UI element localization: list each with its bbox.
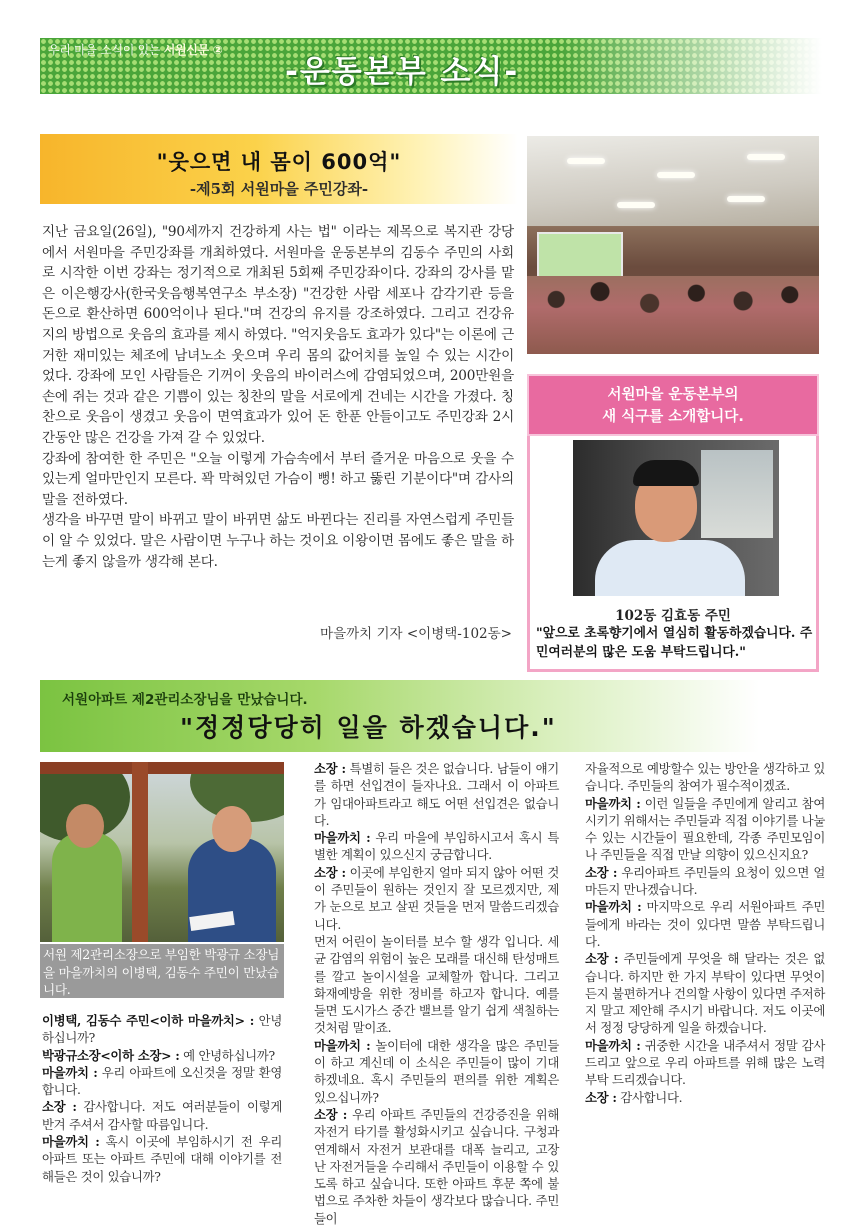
speaker-label: 마을까치 : <box>585 1037 641 1053</box>
photo-light <box>617 202 655 208</box>
speech-text: 예 안녕하십니까? <box>179 1047 275 1063</box>
speech-text: 우리 아파트 주민들의 건강증진을 위해 자전거 타기를 활성화시키고 싶습니다. 구청과 연계해서 자전거 보관대를 대폭 늘리고, 고장 난 자전거들을 수리해서 주민들이 이용할 수 있도록 하고 싶습니다. 또한 아파트 후문 쪽에 불법으로 주차한 차들이 생각보다 많습니다. 주민들이 <box>314 1106 559 1226</box>
speaker-label: 소장 : <box>314 864 346 880</box>
speaker-label: 이병택, 김동수 주민<이하 마을까치> : <box>42 1013 254 1028</box>
interview-line <box>42 1012 282 1047</box>
speaker-label: 소장 : <box>314 1106 348 1122</box>
article1-title: "웃으면 내 몸이 600억" <box>156 150 402 174</box>
speaker-label: 소장 : <box>314 761 346 776</box>
interview-photo <box>40 762 284 942</box>
speaker-label: 박광규소장<이하 소장> : <box>42 1047 180 1063</box>
banner-tagline: 우리 마을 소식이 있는 <box>48 43 161 57</box>
pavilion-pillar <box>132 762 148 942</box>
speech-text: 이곳에 부임한지 얼마 되지 않아 어떤 것이 주민들이 원하는 것인지 잘 모르겠지만, 제가 눈으로 보고 살핀 것들을 먼저 말씀드리겠습니다. <box>314 864 559 932</box>
audience <box>527 276 819 354</box>
interview-line <box>585 795 825 864</box>
interview-photo-caption: 서원 제2관리소장으로 부임한 박광규 소장님을 마을까치의 이병택, 김동수 주민이 만났습니다. <box>40 944 284 998</box>
speech-text: 우리 마을에 부임하시고서 혹시 특별한 계획이 있으신지 궁금합니다. <box>314 830 559 863</box>
article1-paragraph: 지난 금요일(26일), "90세까지 건강하게 사는 법" 이라는 제목으로 복지관 강당에서 서원마을 주민강좌를 개최하였다. 서원마을 운동본부의 김동수 주민의 사회로 시작한 이번 강좌는 정기적으로 개최된 5회째 주민강좌이다. 강좌의 강사를 맡은 이은행강사(한국웃음행복연구소 부소장) "건강한 사람 세포나 감각기관 등을 돈으로 환산하면 600억이나 된다."며 건강의 유지를 강조하였다. 그리고 건강유지의 방법으로 웃음의 효과를 제시 하였다. "억지웃음도 효과가 있다"는 이론에 근거한 재미있는 체조에 남녀노소 웃으며 우리 몸의 값어치를 높일 수 있는 시간이었다. 강좌에 모인 사람들은 기꺼이 웃음의 바이러스에 감염되었으며, 200만원을 손에 쥐는 것과 같은 기쁨이 있는 칭찬의 말을 서로에게 건네는 시간을 가졌다. 칭찬으로 웃음이 생겼고 웃음이 면역효과가 있어 돈 한푼 안들이고도 주민강좌 2시간동안 많은 건강을 가져 갈 수 있었다. <box>42 224 514 446</box>
photo-hair <box>633 460 699 486</box>
newcomer-name: 102동 김효동 주민 <box>615 608 731 624</box>
speech-text: 먼저 어린이 놀이터를 보수 할 생각 입니다. 세균 감염의 위험이 높은 모래를 대신해 탄성매트를 깔고 놀이시설을 교체할까 합니다. 그리고 화재예방을 위한 정비를 하고자 합니다. 예를 들면 도시가스 중간 밸브를 알기 쉽게 색칠하는 것처럼 말이죠. <box>314 933 559 1036</box>
speech-text: 주민들에게 무엇을 해 달라는 것은 없습니다. 하지만 한 가지 부탁이 있다면 무엇이든지 불편하거나 건의할 사항이 있다면 주저하지 말고 제안해 주시기 바랍니다. 저도 이곳에서 정정 당당하게 일을 하겠습니다. <box>585 951 825 1036</box>
newcomer-header-line2: 새 식구를 소개합니다. <box>602 409 744 425</box>
speaker-label: 소장 : <box>585 951 619 967</box>
speaker-label: 마을까치 : <box>42 1134 100 1150</box>
photo-head-right <box>212 806 252 852</box>
speech-text: 놀이터에 대한 생각을 많은 주민들이 하고 계신데 이 소식은 주민들이 많이 기대하겠네요. 혹시 주민들의 편의를 위한 계획은 있으십니까? <box>314 1037 559 1105</box>
photo-light <box>747 154 785 160</box>
article2-title: "정정당당히 일을 하겠습니다." <box>180 713 557 742</box>
interview-line <box>585 1089 825 1106</box>
interview-line <box>42 1047 282 1064</box>
interview-line <box>314 829 559 864</box>
interview-line <box>585 760 825 795</box>
photo-light <box>567 158 605 164</box>
speech-text: 이런 일들을 주민에게 알리고 참여시키기 위해서는 주민들과 직접 이야기를 나눌 수 있는 시간들이 필요한데, 각종 주민모임이나 주민들을 직접 만날 의향이 있으신지요? <box>585 795 825 863</box>
speaker-label: 마을까치 : <box>314 1037 371 1053</box>
interview-column-3 <box>585 760 825 1106</box>
article1-body <box>42 222 514 572</box>
speech-text: 특별히 들은 것은 없습니다. 남들이 얘기를 하면 선입견이 들자나요. 그래서 이 아파트가 임대아파트라고 해도 어떤 선입견은 없습니다. <box>314 761 559 828</box>
speaker-label: 소장 : <box>585 1089 617 1105</box>
speaker-label: 마을까치 : <box>42 1064 98 1080</box>
speaker-label: 마을까치 : <box>314 830 371 846</box>
speaker-label: 마을까치 : <box>585 899 642 915</box>
photo-head-left <box>66 804 104 848</box>
interview-line <box>585 1037 825 1089</box>
interview-line <box>314 864 559 933</box>
header-banner <box>40 38 822 94</box>
page-title: -운동본부 소식- <box>285 54 520 90</box>
speech-text: 마지막으로 우리 서원아파트 주민들에게 바라는 것이 있다면 말씀 부탁드립니다. <box>585 899 825 949</box>
article1-paragraph: 생각을 바꾸면 말이 바뀌고 말이 바뀌면 삶도 바뀐다는 진리를 자연스럽게 주민들이 알 수 있었다. 말은 사람이면 누구나 하는 것이요 이왕이면 몸에도 좋은 말을 하는게 좋지 않을까 생각해 본다. <box>42 512 514 570</box>
photo-person-left <box>52 832 122 942</box>
interview-column-1 <box>42 1012 282 1185</box>
article1-byline: 마을까치 기자 <이병택-102동> <box>320 626 512 642</box>
speech-text: 우리 아파트에 오신것을 정말 환영합니다. <box>42 1064 282 1098</box>
speaker-label: 소장 : <box>42 1099 77 1115</box>
newcomer-header <box>527 374 819 436</box>
speaker-label: 소장 : <box>585 864 618 880</box>
interview-line <box>314 1037 559 1106</box>
speaker-label: 마을까치 : <box>585 795 641 811</box>
interview-line <box>585 864 825 899</box>
banner-fade <box>560 38 822 94</box>
interview-line <box>314 933 559 1037</box>
interview-line <box>42 1133 282 1185</box>
article1-paragraph: 강좌에 참여한 한 주민은 "오늘 이렇게 가슴속에서 부터 즐거운 마음으로 웃을 수 있는게 얼마만인지 모른다. 꽉 막혀있던 가슴이 뻥! 하고 뚫린 기분이다"며 감사의 말을 전하였다. <box>42 450 514 508</box>
photo-ceiling <box>527 136 819 226</box>
speech-text: 귀중한 시간을 내주셔서 정말 감사드리고 앞으로 우리 아파트를 위해 많은 노력 부탁 드리겠습니다. <box>585 1037 825 1088</box>
pavilion-beam <box>40 762 284 774</box>
lecture-photo <box>527 136 819 354</box>
newcomer-quote: "앞으로 초록향기에서 열심히 활동하겠습니다. 주민여러분의 많은 도움 부탁드립니다." <box>536 626 813 660</box>
interview-line <box>314 760 559 829</box>
paper-name: 서원신문 ② <box>163 43 223 57</box>
speech-text: 감사합니다. 저도 여러분들이 이렇게 반겨 주셔서 감사할 따름입니다. <box>42 1099 282 1132</box>
interview-line <box>314 1106 559 1227</box>
photo-shirt <box>595 540 745 596</box>
interview-line <box>42 1064 282 1099</box>
newcomer-photo <box>573 440 779 596</box>
photo-light <box>657 172 695 178</box>
speech-text: 안녕하십니까? <box>42 1013 282 1046</box>
article1-subtitle: -제5회 서원마을 주민강좌- <box>189 180 369 198</box>
interview-column-2 <box>314 760 559 1227</box>
interview-line <box>42 1098 282 1133</box>
banner-small-text <box>48 41 223 58</box>
speech-text: 자율적으로 예방할수 있는 방안을 생각하고 있습니다. 주민들의 참여가 필수적이겠죠. <box>585 761 825 794</box>
interview-line <box>585 950 825 1036</box>
speech-text: 혹시 이곳에 부임하시기 전 우리 아파트 또는 아파트 주민에 대해 이야기를 전해들은 것이 있습니까? <box>42 1134 282 1184</box>
interview-line <box>585 898 825 950</box>
speech-text: 감사합니다. <box>616 1089 683 1105</box>
photo-light <box>727 196 765 202</box>
photo-window <box>701 450 773 538</box>
newcomer-header-line1: 서원마을 운동본부의 <box>607 387 739 403</box>
speech-text: 우리아파트 주민들의 요청이 있으면 얼마든지 만나겠습니다. <box>585 864 825 898</box>
article2-subtitle: 서원아파트 제2관리소장님을 만났습니다. <box>62 692 308 708</box>
